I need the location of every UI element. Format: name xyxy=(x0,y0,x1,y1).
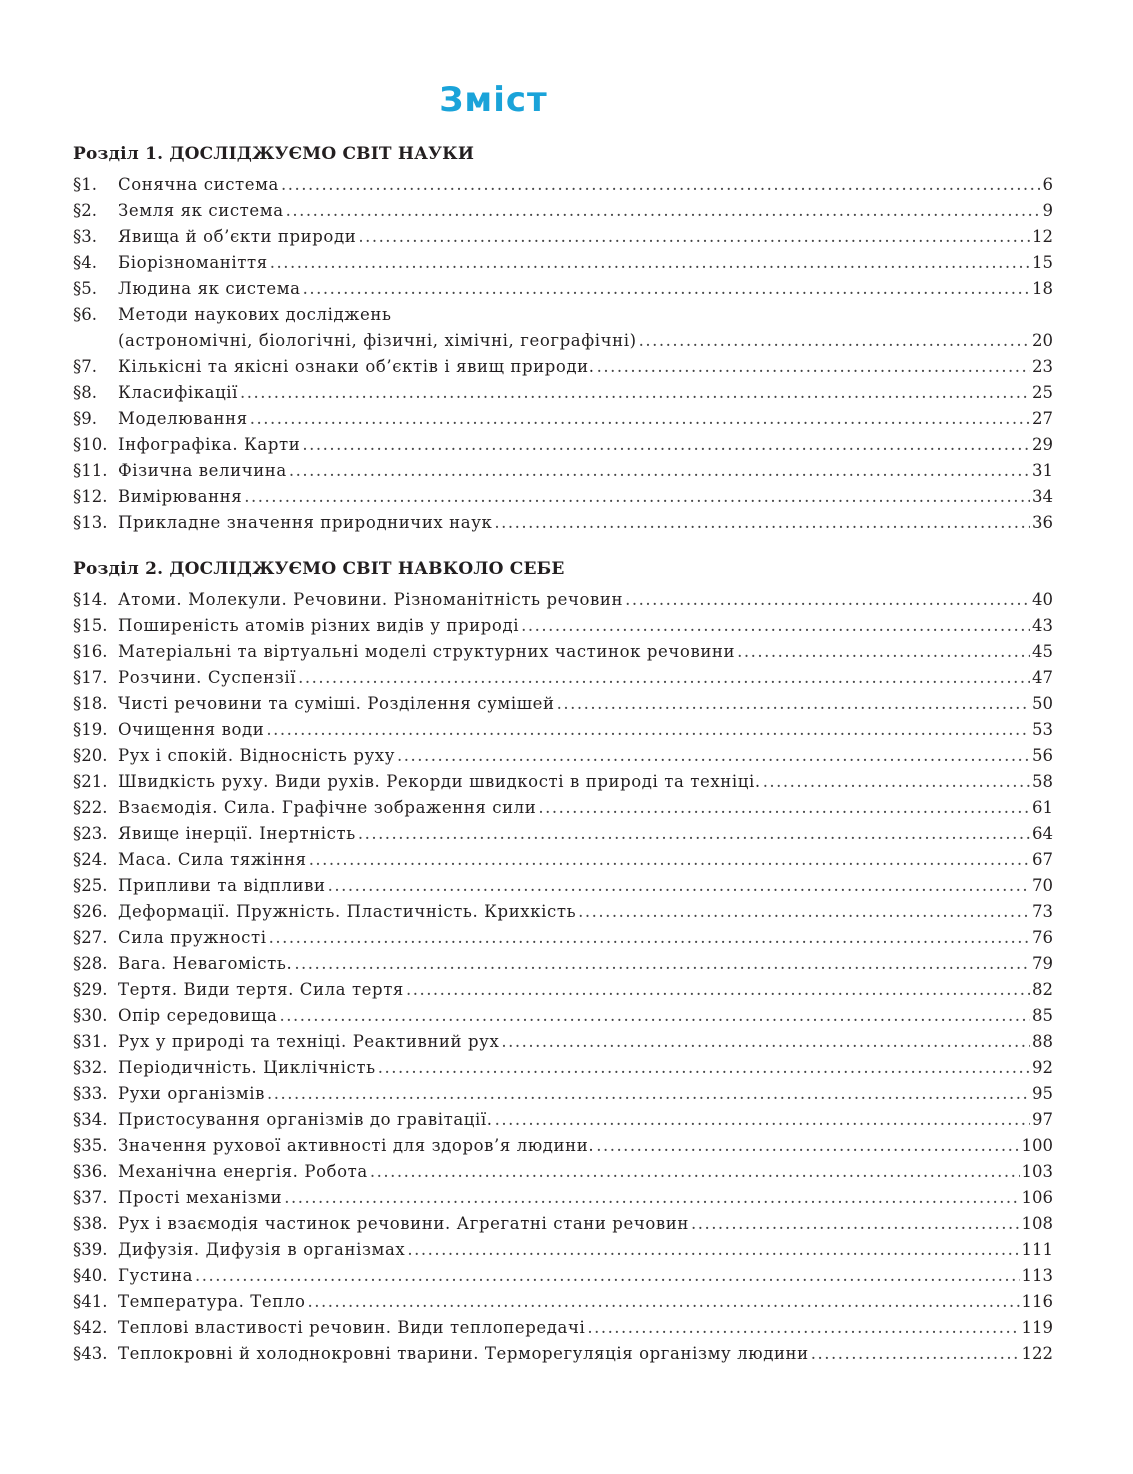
dot-leader xyxy=(267,1081,1030,1107)
toc-entry[interactable] xyxy=(73,977,1053,1003)
page-number: 82 xyxy=(1032,980,1053,999)
toc-entry[interactable] xyxy=(73,691,1053,717)
entry-title: Матеріальні та віртуальні моделі структурних частинок речовини xyxy=(118,642,736,661)
toc-entry[interactable] xyxy=(73,406,1053,432)
entry-title: Явище інерції. Інертність xyxy=(118,824,356,843)
toc-entry[interactable] xyxy=(73,1263,1053,1289)
paragraph-number: §7. xyxy=(73,357,97,376)
page-number: 88 xyxy=(1032,1032,1053,1051)
paragraph-number: §13. xyxy=(73,513,108,532)
entry-title: Сонячна система xyxy=(118,175,279,194)
page-number: 9 xyxy=(1042,201,1053,220)
dot-leader xyxy=(737,639,1030,665)
entry-title: Значення рухової активності для здоров’я людини. xyxy=(118,1136,595,1155)
entry-title: Пристосування організмів до гравітації. xyxy=(118,1110,493,1129)
page-number: 100 xyxy=(1021,1136,1053,1155)
dot-leader xyxy=(358,821,1030,847)
dot-leader xyxy=(244,484,1030,510)
toc-entry[interactable] xyxy=(73,1055,1053,1081)
paragraph-number: §23. xyxy=(73,824,108,843)
toc-entry[interactable] xyxy=(73,1289,1053,1315)
dot-leader xyxy=(303,276,1030,302)
paragraph-number: §29. xyxy=(73,980,108,999)
page-number: 18 xyxy=(1032,279,1053,298)
toc-entry[interactable] xyxy=(73,1211,1053,1237)
paragraph-number: §31. xyxy=(73,1032,108,1051)
dot-leader xyxy=(557,691,1030,717)
page-number: 56 xyxy=(1032,746,1053,765)
page-number: 76 xyxy=(1032,928,1053,947)
paragraph-number: §21. xyxy=(73,772,108,791)
dot-leader xyxy=(284,1185,1019,1211)
entry-title: Періодичність. Циклічність xyxy=(118,1058,376,1077)
paragraph-number: §3. xyxy=(73,227,97,246)
toc-entry[interactable] xyxy=(73,198,1053,224)
page-number: 73 xyxy=(1032,902,1053,921)
entry-title: (астрономічні, біологічні, фізичні, хімічні, географічні) xyxy=(118,331,637,350)
entry-title: Фізична величина xyxy=(118,461,287,480)
entry-title: Атоми. Молекули. Речовини. Різноманітність речовин xyxy=(118,590,624,609)
dot-leader xyxy=(494,510,1030,536)
paragraph-number: §17. xyxy=(73,668,108,687)
page-number: 111 xyxy=(1021,1240,1053,1259)
dot-leader xyxy=(280,1003,1031,1029)
page-number: 36 xyxy=(1032,513,1053,532)
entry-title: Прості механізми xyxy=(118,1188,283,1207)
toc-entry[interactable] xyxy=(73,847,1053,873)
dot-leader xyxy=(269,925,1030,951)
dot-leader xyxy=(521,613,1030,639)
toc-entry[interactable] xyxy=(73,380,1053,406)
entry-title: Взаємодія. Сила. Графічне зображення сили xyxy=(118,798,537,817)
toc-entry[interactable] xyxy=(73,250,1053,276)
entry-title: Сила пружності xyxy=(118,928,267,947)
entry-title: Явища й об’єкти природи xyxy=(118,227,357,246)
paragraph-number: §34. xyxy=(73,1110,108,1129)
toc-entry[interactable] xyxy=(73,276,1053,302)
entry-title: Теплокровні й холоднокровні тварини. Терморегуляція організму людини xyxy=(118,1344,809,1363)
paragraph-number: §8. xyxy=(73,383,97,402)
page-number: 23 xyxy=(1032,357,1053,376)
page-number: 106 xyxy=(1021,1188,1053,1207)
dot-leader xyxy=(538,795,1030,821)
entry-title: Деформації. Пружність. Пластичність. Крихкість xyxy=(118,902,577,921)
toc-entry[interactable] xyxy=(73,1185,1053,1211)
entry-title: Рух у природі та техніці. Реактивний рух xyxy=(118,1032,500,1051)
toc-entry[interactable] xyxy=(73,639,1053,665)
entry-title: Рухи організмів xyxy=(118,1084,266,1103)
paragraph-number: §42. xyxy=(73,1318,108,1337)
entry-title: Земля як система xyxy=(118,201,284,220)
paragraph-number: §4. xyxy=(73,253,97,272)
entry-title: Поширеність атомів різних видів у природі xyxy=(118,616,520,635)
toc-entry[interactable] xyxy=(73,769,1053,795)
entry-title: Густина xyxy=(118,1266,194,1285)
page-number: 58 xyxy=(1032,772,1053,791)
paragraph-number: §41. xyxy=(73,1292,108,1311)
toc-entry[interactable] xyxy=(73,925,1053,951)
entry-title: Вага. Невагомість. xyxy=(118,954,293,973)
paragraph-number: §12. xyxy=(73,487,108,506)
paragraph-number: §39. xyxy=(73,1240,108,1259)
page-number: 103 xyxy=(1021,1162,1053,1181)
page-number: 15 xyxy=(1032,253,1053,272)
page-number: 64 xyxy=(1032,824,1053,843)
page-number: 122 xyxy=(1021,1344,1053,1363)
page-number: 119 xyxy=(1021,1318,1053,1337)
dot-leader xyxy=(294,951,1030,977)
page-number: 53 xyxy=(1032,720,1053,739)
toc-entry[interactable] xyxy=(73,899,1053,925)
dot-leader xyxy=(195,1263,1019,1289)
toc-entry[interactable] xyxy=(73,951,1053,977)
page-number: 27 xyxy=(1032,409,1053,428)
dot-leader xyxy=(309,847,1030,873)
toc-entry[interactable] xyxy=(73,1237,1053,1263)
entry-title: Дифузія. Дифузія в організмах xyxy=(118,1240,406,1259)
paragraph-number: §40. xyxy=(73,1266,108,1285)
paragraph-number: §37. xyxy=(73,1188,108,1207)
toc-entry[interactable] xyxy=(73,484,1053,510)
page-number: 70 xyxy=(1032,876,1053,895)
paragraph-number: §16. xyxy=(73,642,108,661)
paragraph-number: §1. xyxy=(73,175,97,194)
paragraph-number: §20. xyxy=(73,746,108,765)
paragraph-number: §22. xyxy=(73,798,108,817)
dot-leader xyxy=(281,172,1041,198)
toc-entry[interactable] xyxy=(73,510,1053,536)
dot-leader xyxy=(302,432,1030,458)
toc-entry[interactable] xyxy=(73,1081,1053,1107)
page-number: 67 xyxy=(1032,850,1053,869)
toc-entry[interactable] xyxy=(73,172,1053,198)
toc-entry[interactable] xyxy=(73,587,1053,613)
page-number: 61 xyxy=(1032,798,1053,817)
page-number: 47 xyxy=(1032,668,1053,687)
paragraph-number: §15. xyxy=(73,616,108,635)
page-number: 97 xyxy=(1032,1110,1053,1129)
entry-title: Температура. Тепло xyxy=(118,1292,306,1311)
paragraph-number: §28. xyxy=(73,954,108,973)
dot-leader xyxy=(406,977,1030,1003)
dot-leader xyxy=(270,250,1030,276)
toc-entry[interactable] xyxy=(73,224,1053,250)
paragraph-number: §33. xyxy=(73,1084,108,1103)
toc-entry[interactable] xyxy=(73,1315,1053,1341)
entry-title: Механічна енергія. Робота xyxy=(118,1162,368,1181)
dot-leader xyxy=(286,198,1041,224)
toc-entry[interactable] xyxy=(73,1029,1053,1055)
paragraph-number: §25. xyxy=(73,876,108,895)
toc-entry[interactable] xyxy=(73,873,1053,899)
page-number: 50 xyxy=(1032,694,1053,713)
toc-entry[interactable] xyxy=(73,432,1053,458)
page-number: 31 xyxy=(1032,461,1053,480)
dot-leader xyxy=(370,1159,1020,1185)
toc-entry[interactable] xyxy=(73,1107,1053,1133)
entry-title: Швидкість руху. Види рухів. Рекорди швидкості в природі та техніці. xyxy=(118,772,761,791)
dot-leader xyxy=(501,1029,1030,1055)
dot-leader xyxy=(691,1211,1020,1237)
paragraph-number: §14. xyxy=(73,590,108,609)
paragraph-number: §38. xyxy=(73,1214,108,1233)
entry-title: Чисті речовини та суміші. Розділення сумішей xyxy=(118,694,555,713)
toc-entry[interactable] xyxy=(73,743,1053,769)
dot-leader xyxy=(289,458,1030,484)
dot-leader xyxy=(578,899,1030,925)
paragraph-number: §10. xyxy=(73,435,108,454)
entry-title: Теплові властивості речовин. Види теплопередачі xyxy=(118,1318,586,1337)
toc-entry[interactable] xyxy=(73,665,1053,691)
dot-leader xyxy=(358,224,1030,250)
paragraph-number: §26. xyxy=(73,902,108,921)
entry-title: Людина як система xyxy=(118,279,301,298)
dot-leader xyxy=(307,1289,1019,1315)
entry-title: Опір середовища xyxy=(118,1006,278,1025)
page-number: 95 xyxy=(1032,1084,1053,1103)
entry-title: Рух і взаємодія частинок речовини. Агрегатні стани речовин xyxy=(118,1214,689,1233)
dot-leader xyxy=(587,1315,1019,1341)
dot-leader xyxy=(639,328,1030,354)
page-number: 92 xyxy=(1032,1058,1053,1077)
entry-title: Маса. Сила тяжіння xyxy=(118,850,307,869)
entry-title: Класифікації xyxy=(118,383,239,402)
entry-title: Біорізноманіття xyxy=(118,253,268,272)
entry-title: Тертя. Види тертя. Сила тертя xyxy=(118,980,404,999)
paragraph-number: §32. xyxy=(73,1058,108,1077)
entry-title: Моделювання xyxy=(118,409,248,428)
paragraph-number: §36. xyxy=(73,1162,108,1181)
toc-entry[interactable] xyxy=(73,458,1053,484)
page-number: 79 xyxy=(1032,954,1053,973)
toc-entry[interactable] xyxy=(73,1133,1053,1159)
toc-entry[interactable] xyxy=(73,354,1053,380)
entry-title: Вимірювання xyxy=(118,487,243,506)
page-number: 34 xyxy=(1032,487,1053,506)
dot-leader xyxy=(397,743,1030,769)
dot-leader xyxy=(763,769,1030,795)
entry-title: Рух і спокій. Відносність руху xyxy=(118,746,396,765)
entry-title: Прикладне значення природничих наук xyxy=(118,513,493,532)
toc-entry[interactable] xyxy=(73,1003,1053,1029)
dot-leader xyxy=(328,873,1030,899)
paragraph-number: §11. xyxy=(73,461,108,480)
page-number: 20 xyxy=(1032,331,1053,350)
page-title: Зміст xyxy=(439,80,548,120)
paragraph-number: §30. xyxy=(73,1006,108,1025)
page-number: 12 xyxy=(1032,227,1053,246)
dot-leader xyxy=(597,354,1030,380)
page-number: 25 xyxy=(1032,383,1053,402)
paragraph-number: §5. xyxy=(73,279,97,298)
dot-leader xyxy=(266,717,1030,743)
dot-leader xyxy=(495,1107,1030,1133)
page-number: 113 xyxy=(1021,1266,1053,1285)
entry-title: Кількісні та якісні ознаки об’єктів і явищ природи. xyxy=(118,357,595,376)
section-1 xyxy=(73,141,1053,536)
paragraph-number: §35. xyxy=(73,1136,108,1155)
section-heading: Розділ 2. ДОСЛІДЖУЄМО СВІТ НАВКОЛО СЕБЕ xyxy=(73,559,565,579)
page-number: 40 xyxy=(1032,590,1053,609)
paragraph-number: §43. xyxy=(73,1344,108,1363)
page-number: 43 xyxy=(1032,616,1053,635)
page-number: 108 xyxy=(1021,1214,1053,1233)
toc-entry[interactable] xyxy=(73,821,1053,847)
dot-leader xyxy=(298,665,1030,691)
page-number: 85 xyxy=(1032,1006,1053,1025)
dot-leader xyxy=(596,1133,1019,1159)
toc-entry[interactable] xyxy=(73,717,1053,743)
page-number: 116 xyxy=(1021,1292,1053,1311)
dot-leader xyxy=(250,406,1030,432)
entry-title: Очищення води xyxy=(118,720,265,739)
paragraph-number: §2. xyxy=(73,201,97,220)
paragraph-number: §24. xyxy=(73,850,108,869)
page-number: 29 xyxy=(1032,435,1053,454)
toc-entry[interactable] xyxy=(73,795,1053,821)
toc-entry[interactable] xyxy=(73,613,1053,639)
paragraph-number: §9. xyxy=(73,409,97,428)
toc-entry[interactable] xyxy=(73,302,1053,354)
dot-leader xyxy=(378,1055,1030,1081)
paragraph-number: §27. xyxy=(73,928,108,947)
dot-leader xyxy=(240,380,1030,406)
page-number: 45 xyxy=(1032,642,1053,661)
entry-title: Припливи та відпливи xyxy=(118,876,326,895)
toc-entry[interactable] xyxy=(73,1341,1053,1367)
toc-entry[interactable] xyxy=(73,1159,1053,1185)
entry-title: Розчини. Суспензії xyxy=(118,668,297,687)
section-2 xyxy=(73,556,1053,1367)
section-heading: Розділ 1. ДОСЛІДЖУЄМО СВІТ НАУКИ xyxy=(73,144,475,164)
paragraph-number: §18. xyxy=(73,694,108,713)
page-number: 6 xyxy=(1042,175,1053,194)
paragraph-number: §6. xyxy=(73,305,97,324)
entry-title: Методи наукових досліджень xyxy=(118,305,392,324)
dot-leader xyxy=(811,1341,1020,1367)
paragraph-number: §19. xyxy=(73,720,108,739)
entry-title: Інфографіка. Карти xyxy=(118,435,301,454)
dot-leader xyxy=(407,1237,1019,1263)
dot-leader xyxy=(625,587,1030,613)
